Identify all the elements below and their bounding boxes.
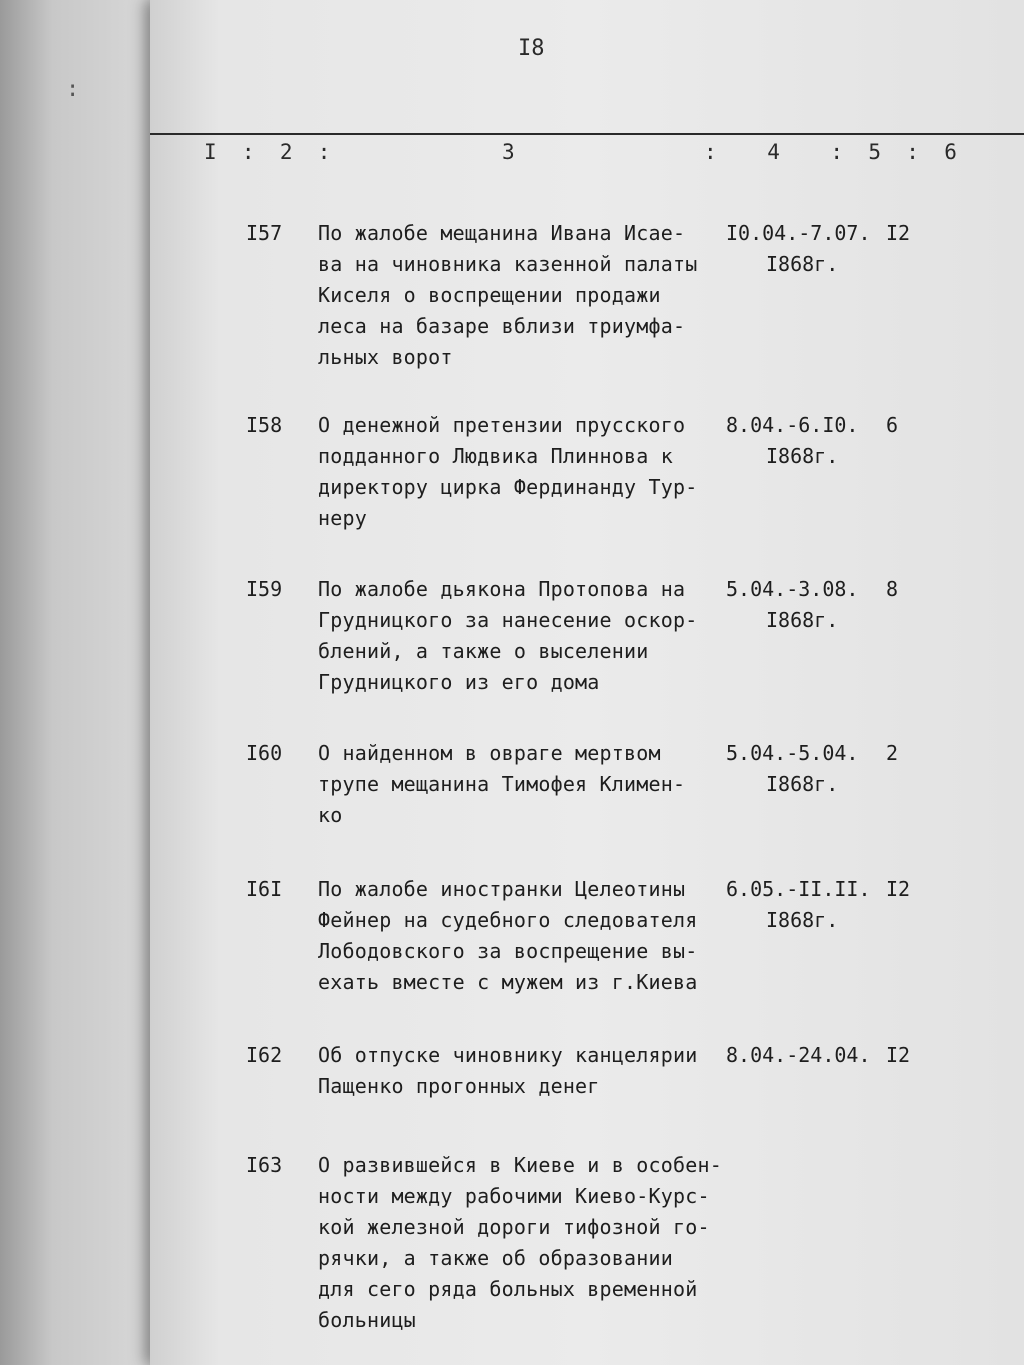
entry-title-line: По жалобе иностранки Целеотины [318, 877, 686, 901]
entry-title-line: льных ворот [318, 345, 453, 369]
entry-dates [726, 218, 886, 280]
header-rule [150, 133, 1024, 135]
margin-mark: : [66, 77, 80, 102]
entry-year: I868г. [766, 908, 839, 932]
entry-dates [726, 874, 886, 936]
entry-sheet-count: 8 [886, 577, 899, 601]
entry-sheet-count: 6 [886, 413, 899, 437]
entry-number: I57 [246, 221, 283, 245]
column-header-1-2: I : 2 : [204, 140, 331, 164]
entry-title-line: Грудницкого за нанесение оскор- [318, 608, 698, 632]
entry-number: I59 [246, 577, 283, 601]
entry-title-line: ко [318, 803, 343, 827]
entry-dates [726, 738, 886, 800]
entry-title-line: леса на базаре вблизи триумфа- [318, 314, 686, 338]
entry-title-line: директору цирка Фердинанду Тур- [318, 475, 698, 499]
entry-title-line: для сего ряда больных временной [318, 1277, 698, 1301]
entry-date-range: 8.04.-24.04. [726, 1043, 871, 1067]
entry-sheet-count: I2 [886, 1043, 911, 1067]
entry-title-line: ности между рабочими Киево-Курс- [318, 1184, 710, 1208]
entry-year: I868г. [766, 608, 839, 632]
entry-title-line: больницы [318, 1308, 416, 1332]
entry-date-range: 5.04.-3.08. [726, 577, 859, 601]
entry-title-line: подданного Людвика Плиннова к [318, 444, 673, 468]
entry-title [318, 874, 738, 998]
entry-title-line: неру [318, 506, 367, 530]
entry-number: I6I [246, 877, 283, 901]
entry-year: I868г. [766, 444, 839, 468]
entry-date-range: 8.04.-6.I0. [726, 413, 859, 437]
entry-date-range: 6.05.-II.II. [726, 877, 871, 901]
entry-title-line: По жалобе дьякона Протопова на [318, 577, 686, 601]
entry-dates [726, 574, 886, 636]
entry-year: I868г. [766, 772, 839, 796]
entry-dates [726, 410, 886, 472]
entry-date-range: 5.04.-5.04. [726, 741, 859, 765]
entry-number: I63 [246, 1153, 283, 1177]
entry-dates [726, 1040, 886, 1071]
entry-title-line: рячки, а также об образовании [318, 1246, 673, 1270]
entry-title [318, 410, 738, 534]
page-number: I8 [518, 36, 545, 61]
entry-title [318, 1150, 738, 1336]
entry-sheet-count: I2 [886, 877, 911, 901]
entry-title-line: ехать вместе с мужем из г.Киева [318, 970, 698, 994]
entry-title-line: Пащенко прогонных денег [318, 1074, 600, 1098]
entry-number: I60 [246, 741, 283, 765]
entry-number: I62 [246, 1043, 283, 1067]
entry-title-line: Фейнер на судебного следователя [318, 908, 698, 932]
entry-title-line: О найденном в овраге мертвом [318, 741, 661, 765]
entry-number: I58 [246, 413, 283, 437]
entry-title-line: Грудницкого из его дома [318, 670, 600, 694]
entry-title-line: кой железной дороги тифозной го- [318, 1215, 710, 1239]
entry-title-line: Об отпуске чиновнику канцелярии [318, 1043, 698, 1067]
entry-sheet-count: I2 [886, 221, 911, 245]
entry-year: I868г. [766, 252, 839, 276]
previous-page-edge [0, 0, 175, 1365]
entry-title-line: О денежной претензии прусского [318, 413, 686, 437]
entry-title [318, 218, 738, 373]
entry-title [318, 574, 738, 698]
entry-title-line: трупе мещанина Тимофея Климен- [318, 772, 686, 796]
entry-title-line: Киселя о воспрещении продажи [318, 283, 661, 307]
column-header-3: 3 [502, 140, 515, 164]
entry-date-range: I0.04.-7.07. [726, 221, 871, 245]
entry-title [318, 1040, 738, 1102]
entry-title-line: Лободовского за воспрещение вы- [318, 939, 698, 963]
entry-title-line: О развившейся в Киеве и в особен- [318, 1153, 722, 1177]
entry-title-line: По жалобе мещанина Ивана Исае- [318, 221, 686, 245]
entry-title-line: блений, а также о выселении [318, 639, 649, 663]
entry-sheet-count: 2 [886, 741, 899, 765]
entry-title-line: ва на чиновника казенной палаты [318, 252, 698, 276]
column-header-4-6: : 4 : 5 : 6 [704, 140, 957, 164]
entry-title [318, 738, 738, 831]
